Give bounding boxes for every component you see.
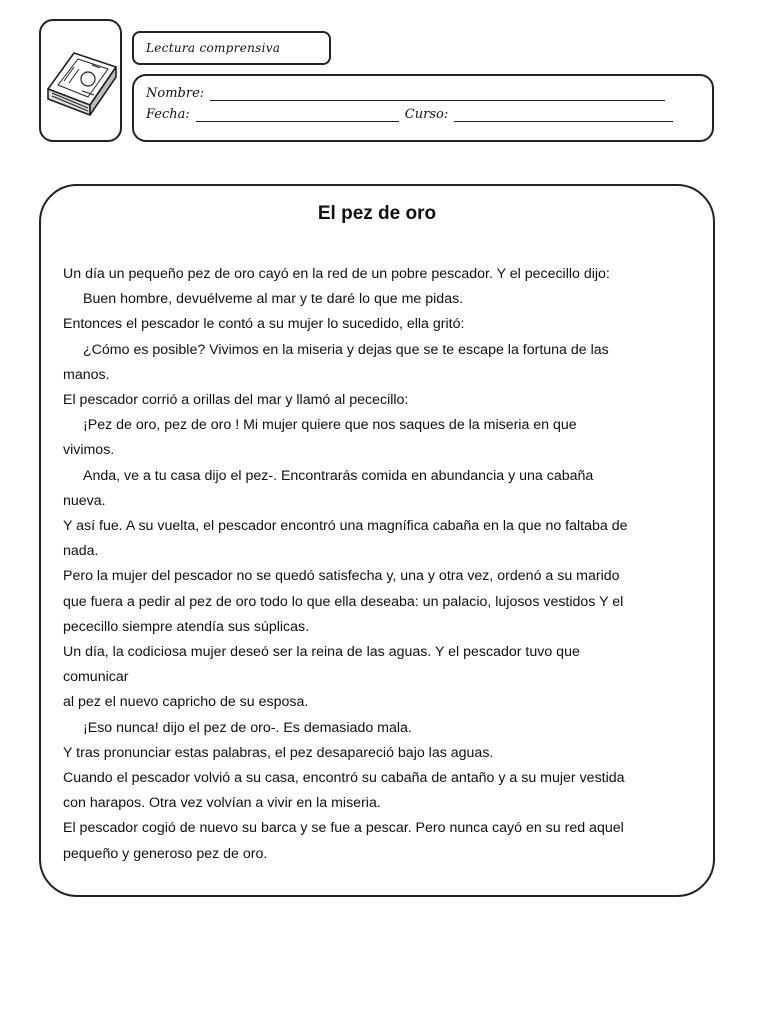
story-title: El pez de oro bbox=[317, 203, 437, 224]
story-line: Un día, la codiciosa mujer deseó ser la reina de las aguas. Y el pescador tuvo que bbox=[63, 644, 580, 661]
story-line: Cuando el pescador volvió a su casa, encontró su cabaña de antaño y a su mujer vestida bbox=[63, 770, 625, 787]
story-line: Y tras pronunciar estas palabras, el pez desapareció bajo las aguas. bbox=[63, 744, 494, 761]
story-line: Pero la mujer del pescador no se quedó satisfecha y, una y otra vez, ordenó a su marido bbox=[63, 568, 620, 585]
story-body bbox=[63, 262, 703, 867]
story-line: pequeño y generoso pez de oro. bbox=[63, 845, 268, 862]
student-info-box bbox=[132, 74, 714, 142]
story-line: nada. bbox=[63, 543, 99, 560]
story-line: vivimos. bbox=[63, 442, 115, 459]
story-line: al pez el nuevo capricho de su esposa. bbox=[63, 694, 309, 711]
story-line: ¿Cómo es posible? Vivimos en la miseria y dejas que se te escape la fortuna de las bbox=[83, 341, 609, 358]
story-line: El pescador cogió de nuevo su barca y se fue a pescar. Pero nunca cayó en su red aquel bbox=[63, 820, 624, 837]
story-line: manos. bbox=[63, 366, 110, 383]
date-course-row bbox=[146, 107, 673, 122]
name-label: Nombre: bbox=[146, 86, 205, 101]
worksheet-type-tag bbox=[132, 31, 331, 65]
story-line: pececillo siempre atendía sus súplicas. bbox=[63, 618, 310, 635]
story-line: Un día un pequeño pez de oro cayó en la red de un pobre pescador. Y el pececillo dijo: bbox=[63, 266, 610, 282]
worksheet-type-label: Lectura comprensiva bbox=[146, 41, 281, 55]
story-line: nueva. bbox=[63, 492, 106, 509]
name-row bbox=[146, 86, 665, 101]
story-box bbox=[39, 184, 715, 897]
story-line: comunicar bbox=[63, 669, 129, 686]
course-label: Curso: bbox=[404, 107, 449, 122]
date-field[interactable] bbox=[196, 109, 399, 122]
story-line: Buen hombre, devuélveme al mar y te daré lo que me pidas. bbox=[83, 291, 464, 308]
story-line: El pescador corrió a orillas del mar y llamó al pececillo: bbox=[63, 392, 409, 409]
story-line: con harapos. Otra vez volvían a vivir en la miseria. bbox=[63, 795, 381, 812]
date-label: Fecha: bbox=[146, 107, 190, 122]
story-line: que fuera a pedir al pez de oro todo lo que ella deseaba: un palacio, lujosos vestidos Y el bbox=[63, 593, 624, 610]
course-field[interactable] bbox=[454, 109, 673, 122]
story-line: Anda, ve a tu casa dijo el pez-. Encontrarás comida en abundancia y una cabaña bbox=[83, 467, 594, 484]
book-icon bbox=[44, 43, 120, 119]
story-line: Y así fue. A su vuelta, el pescador encontró una magnífica cabaña en la que no faltaba de bbox=[63, 518, 628, 535]
story-line: ¡Pez de oro, pez de oro ! Mi mujer quiere que nos saques de la miseria en que bbox=[83, 417, 577, 434]
story-line: Entonces el pescador le contó a su mujer lo sucedido, ella gritó: bbox=[63, 316, 465, 333]
story-line: ¡Eso nunca! dijo el pez de oro-. Es demasiado mala. bbox=[83, 719, 412, 736]
logo-box bbox=[39, 19, 122, 142]
name-field[interactable] bbox=[210, 88, 665, 101]
